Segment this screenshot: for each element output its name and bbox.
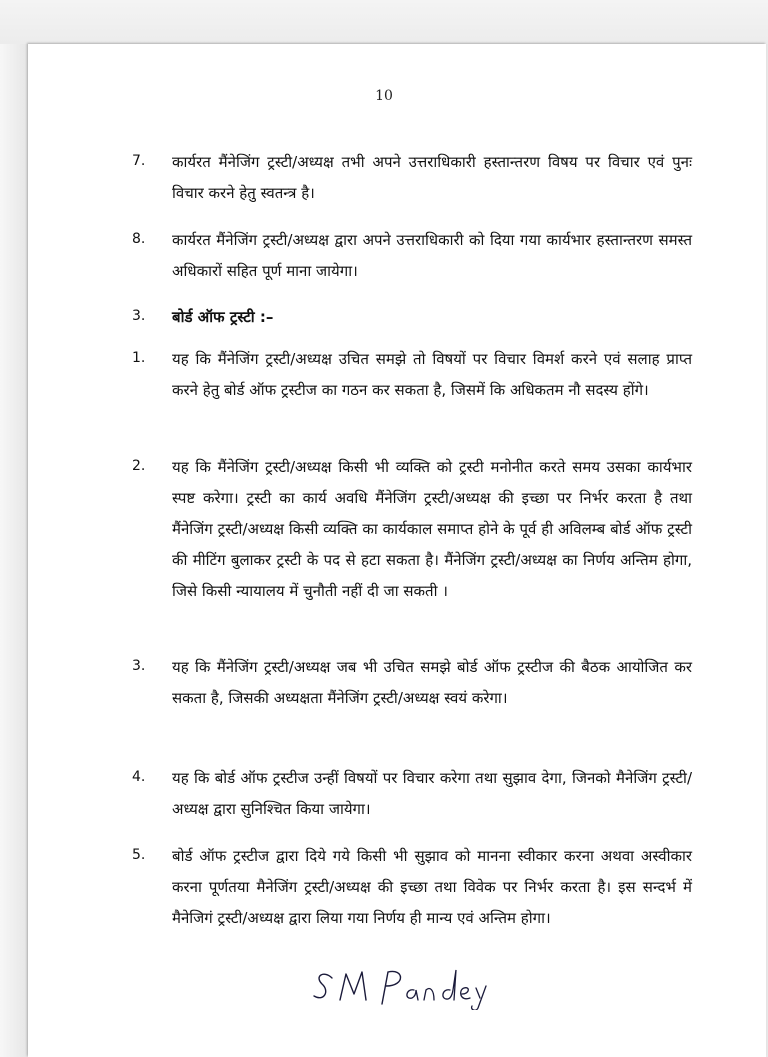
- section-heading: बोर्ड ऑफ ट्रस्टी :–: [172, 308, 274, 326]
- scan-edge-top: [0, 0, 768, 44]
- clause-text: कार्यरत मैंनेजिंग ट्रस्टी/अध्यक्ष द्वारा अपने उत्तराधिकारी को दिया गया कार्यभार हस्तान्तरण समस्त अधिकारों सहित पूर्ण माना जायेगा।: [172, 231, 692, 280]
- clause-number: 7.: [132, 153, 146, 169]
- clause-number: 8.: [132, 231, 146, 247]
- scan-edge-left: [0, 44, 28, 1057]
- clause-number: 2.: [132, 458, 146, 474]
- clause-number: 3.: [132, 658, 146, 674]
- clause-text: बोर्ड ऑफ ट्रस्टीज द्वारा दिये गये किसी भी सुझाव को मानना स्वीकार करना अथवा अस्वीकार करना पूर्णतया मैनेजिंग ट्रस्टी/अध्यक्ष की इच्छा तथा विवेक पर निर्भर करता है। इस सन्दर्भ में मैनेजिगं ट्रस्टी/अध्यक्ष द्वारा लिया गया निर्णय ही मान्य एवं अन्तिम होगा।: [172, 847, 692, 927]
- page-number: 10: [375, 88, 393, 104]
- clause-text: यह कि बोर्ड ऑफ ट्रस्टीज उन्हीं विषयों पर विचार करेगा तथा सुझाव देगा, जिनको मैनेजिंग ट्रस्टी/अध्यक्ष द्वारा सुनिश्चित किया जायेगा।: [172, 769, 692, 818]
- signature: [310, 960, 510, 1010]
- clause-text: यह कि मैंनेजिंग ट्रस्टी/अध्यक्ष किसी भी व्यक्ति को ट्रस्टी मनोनीत करते समय उसका कार्यभार स्पष्ट करेगा। ट्रस्टी का कार्य अवधि मैंनेजिंग ट्रस्टी/अध्यक्ष की इच्छा पर निर्भर करता है तथा मैंनेजिंग ट्रस्टी/अध्यक्ष किसी व्यक्ति का कार्यकाल समाप्त होने के पूर्व ही अविलम्ब बोर्ड ऑफ ट्रस्टी की मीटिंग बुलाकर ट्रस्टी के पद से हटा सकता है। मैंनेजिंग ट्रस्टी/अध्यक्ष का निर्णय अन्तिम होगा, जिसे किसी न्यायालय में चुनौती नहीं दी जा सकती ।: [172, 458, 692, 600]
- handwritten-signature: [310, 960, 510, 1010]
- clause-number: 1.: [132, 350, 146, 366]
- clause-text: यह कि मैंनेजिंग ट्रस्टी/अध्यक्ष जब भी उचित समझे बोर्ड ऑफ ट्रस्टीज की बैठक आयोजित कर सकता है, जिसकी अध्यक्षता मैंनेजिंग ट्रस्टी/अध्यक्ष स्वयं करेगा।: [172, 658, 692, 707]
- section-number: 3.: [132, 308, 146, 324]
- clause-text: कार्यरत मैंनेजिंग ट्रस्टी/अध्यक्ष तभी अपने उत्तराधिकारी हस्तान्तरण विषय पर विचार एवं पुनः विचार करने हेतु स्वतन्त्र है।: [172, 153, 692, 202]
- clause-text: यह कि मैंनेजिंग ट्रस्टी/अध्यक्ष उचित समझे तो विषयों पर विचार विमर्श करने एवं सलाह प्राप्त करने हेतु बोर्ड ऑफ ट्रस्टीज का गठन कर सकता है, जिसमें कि अधिकतम नौ सदस्य होंगे।: [172, 350, 692, 399]
- clause-number: 5.: [132, 847, 146, 863]
- clause-number: 4.: [132, 769, 146, 785]
